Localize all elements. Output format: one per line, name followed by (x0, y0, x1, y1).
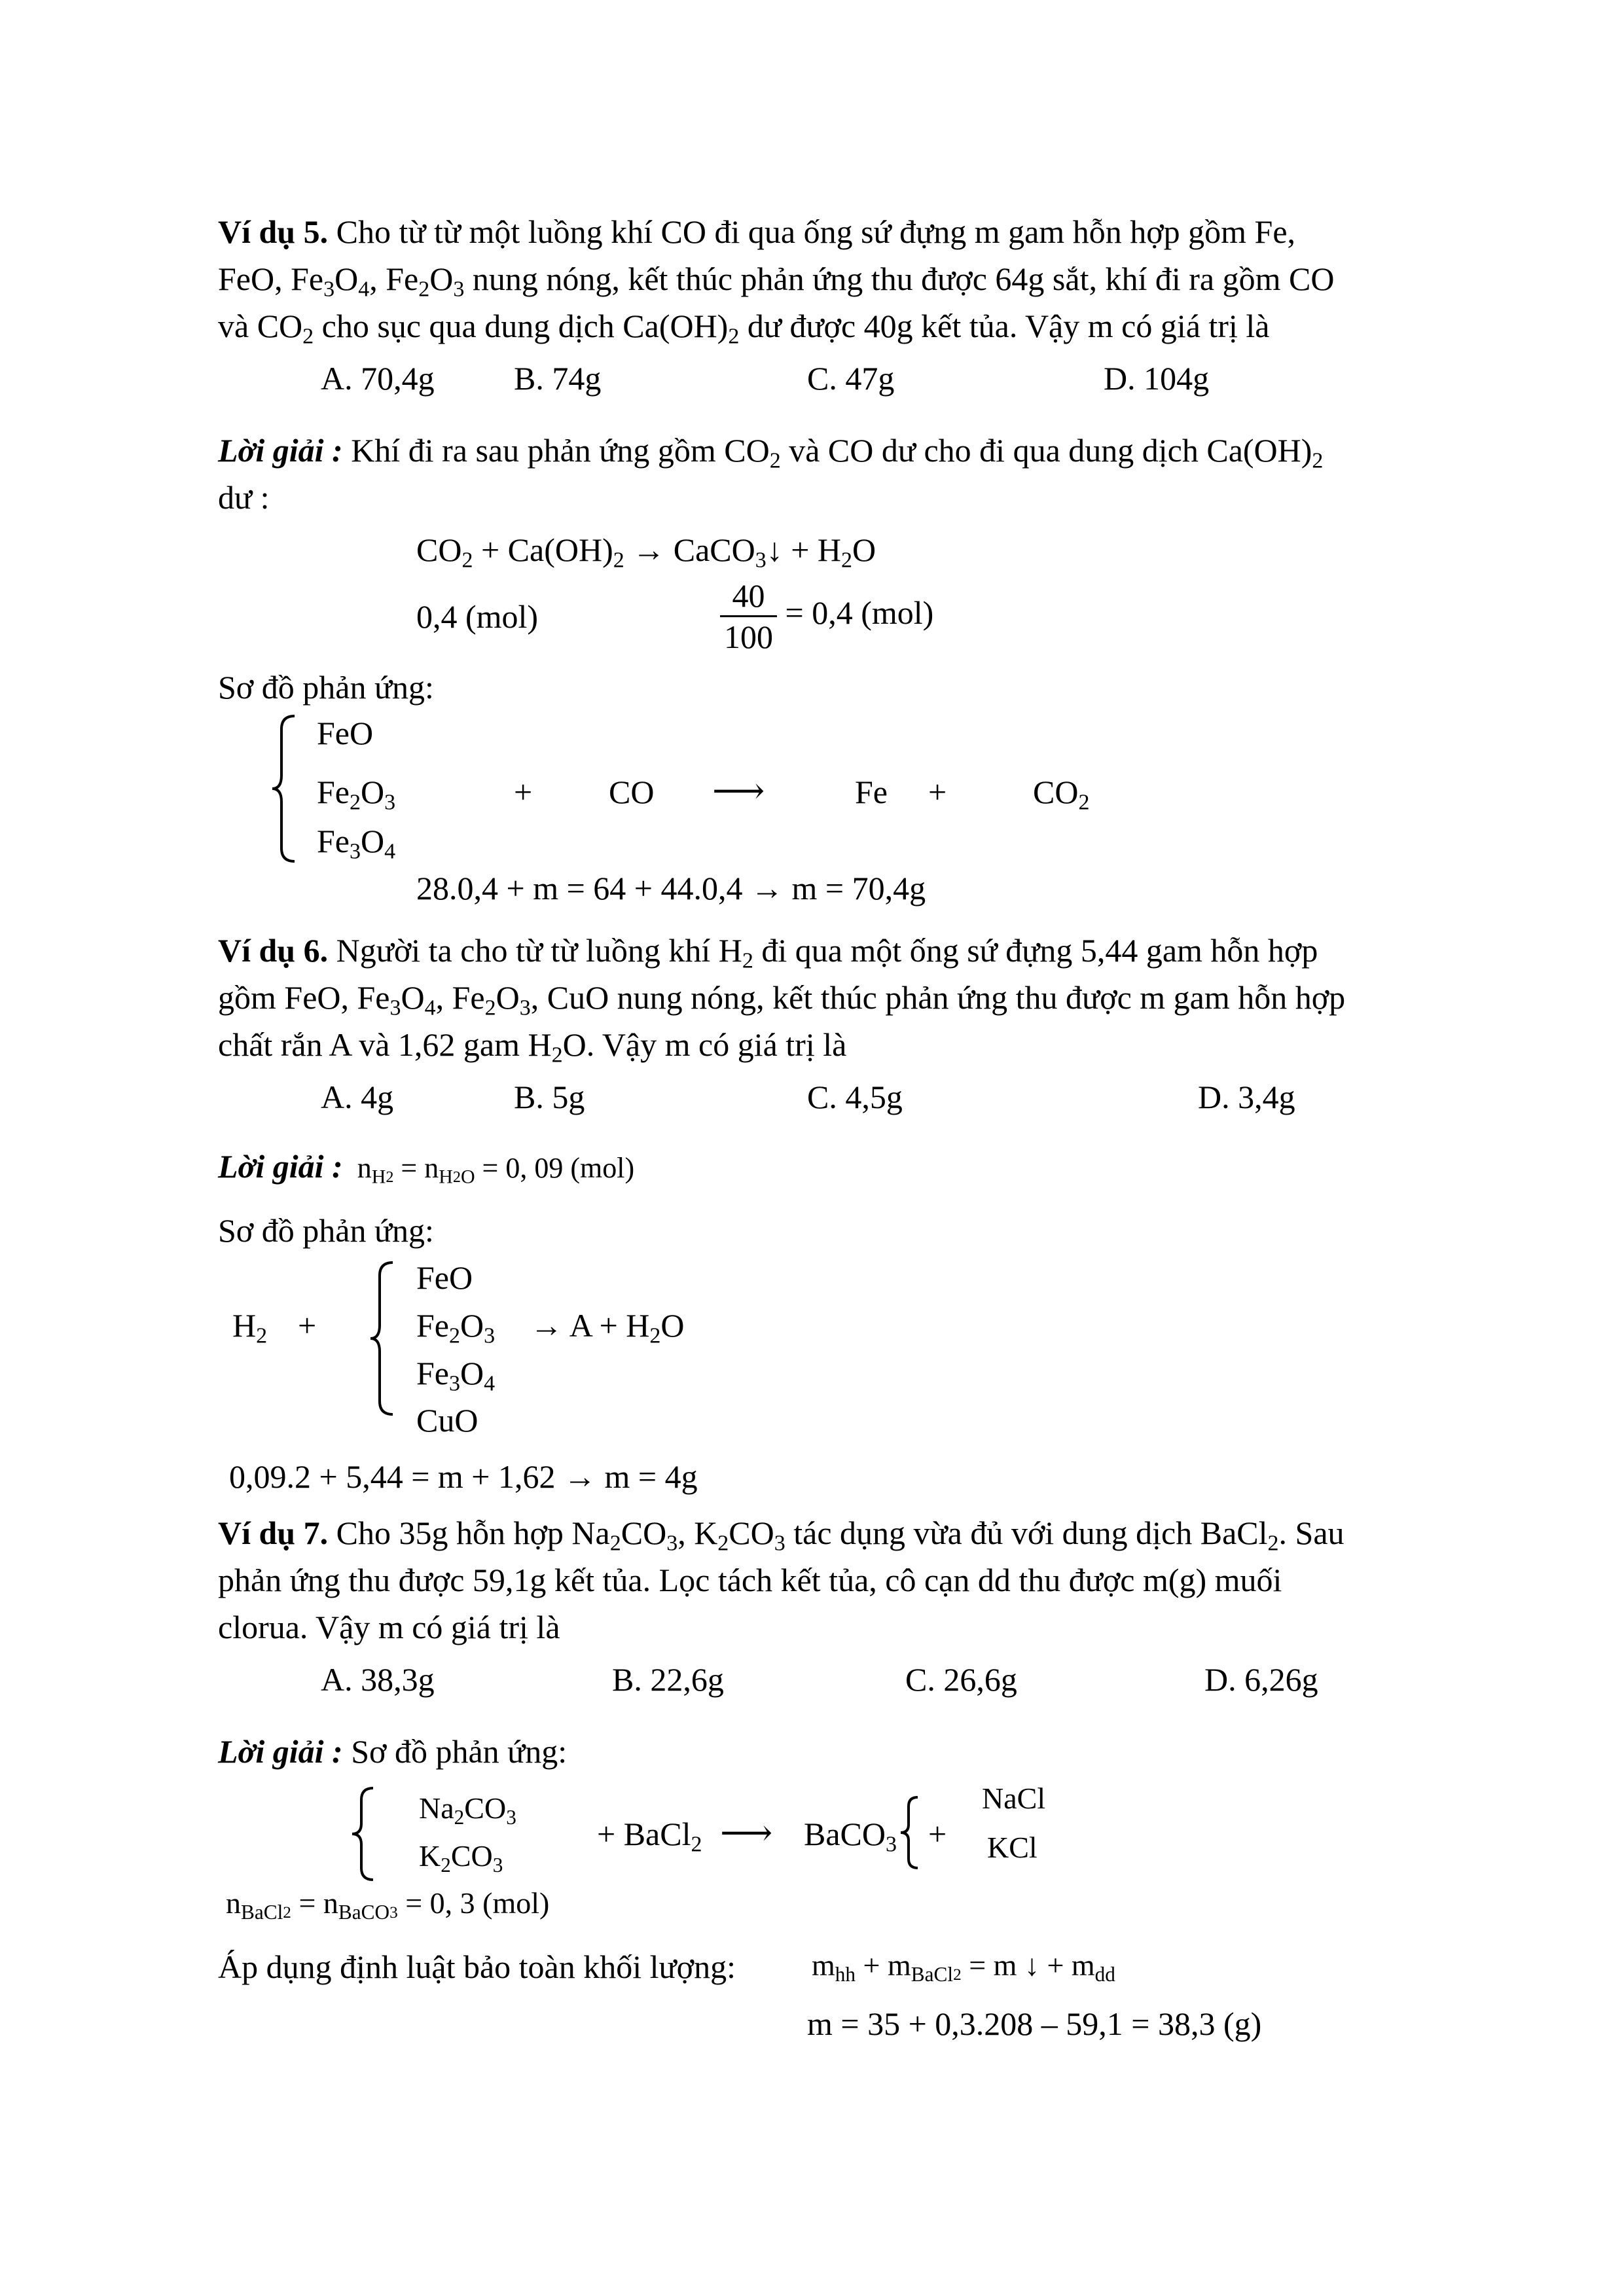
ex7-title: Ví dụ 7. (218, 1515, 329, 1551)
ex7-option-d: D. 6,26g (1204, 1661, 1318, 1698)
ex7-scheme-plus: + (928, 1816, 947, 1852)
ex5-title: Ví dụ 5. (218, 213, 329, 250)
ex5-solution-label: Lời giải : (218, 432, 343, 469)
ex5-scheme-plus-2: + (928, 774, 947, 810)
ex6-scheme-fe3o4: $Fe_3O_4$ (416, 1355, 496, 1396)
ex6-calculation: 0,09.2 + 5,44 = m + 1,62 → m = 4g (229, 1458, 698, 1495)
ex7-scheme-nacl: NaCl (982, 1782, 1046, 1815)
ex5-scheme-fe3o4: $Fe_3O_4$ (317, 823, 396, 864)
ex7-mol-relation: $n_{BaCl2} = n_{BaCO3} = 0$, 3 (mol) (226, 1886, 550, 1924)
ex7-solution-label: Lời giải : (218, 1733, 343, 1770)
ex7-left-brace (347, 1785, 386, 1884)
ex7-scheme-k2co3: $K_2CO_3$ (419, 1839, 503, 1876)
ex7-option-c: C. 26,6g (905, 1661, 1017, 1698)
ex6-line-3: chất rắn A và 1,62 gam $H_2O$. Vậy m có giá trị là (218, 1026, 847, 1067)
ex5-option-d: D. 104g (1104, 360, 1210, 397)
ex6-solution-label: Lời giải : (218, 1148, 343, 1185)
ex5-left-brace (268, 713, 308, 864)
ex7-solution-line: Lời giải : Sơ đồ phản ứng: (218, 1733, 568, 1770)
ex7-scheme-kcl: KCl (987, 1831, 1038, 1864)
ex6-option-a: A. 4g (321, 1079, 394, 1115)
ex7-line-3: clorua. Vậy m có giá trị là (218, 1609, 560, 1645)
ex7-law-text: Áp dụng định luật bảo toàn khối lượng: (218, 1948, 736, 1985)
ex7-final-calculation: m = 35 + 0,3.208 – 59,1 = 38,3 (g) (807, 2005, 1262, 2042)
ex5-scheme-arrow: ⟶ (712, 771, 765, 812)
ex7-line-1: Ví dụ 7. Cho 35g hỗn hợp $Na_2CO_3$, $K_2CO_3$ tác dụng vừa đủ với dung dịch BaCl$_2$. Sau (218, 1515, 1344, 1556)
ex5-scheme-plus-1: + (514, 774, 533, 810)
ex7-scheme-baco3: BaCO$_3$ (804, 1816, 897, 1857)
ex5-option-a: A. 70,4g (321, 360, 435, 397)
ex5-line-1: Ví dụ 5. Cho từ từ một luồng khí CO đi qua ống sứ đựng m gam hỗn hợp gồm Fe, (218, 213, 1296, 250)
ex7-right-brace (897, 1795, 923, 1873)
ex6-line-2: gồm FeO, $Fe_3O_4$, $Fe_2O_3$, CuO nung nóng, kết thúc phản ứng thu được m gam hỗn hợp (218, 979, 1346, 1020)
ex6-title: Ví dụ 6. (218, 932, 329, 969)
ex7-option-b: B. 22,6g (612, 1661, 724, 1698)
ex5-scheme-feo: FeO (317, 715, 374, 751)
ex5-option-c: C. 47g (807, 360, 895, 397)
ex5-scheme-co: CO (609, 774, 655, 810)
ex6-scheme-h2: $H_2$ (232, 1307, 268, 1348)
ex6-scheme-products: → $A + H_2O$ (530, 1307, 685, 1348)
ex7-scheme-arrow: ⟶ (720, 1813, 773, 1854)
ex6-option-c: C. 4,5g (807, 1079, 903, 1115)
ex5-scheme-co2: $CO_2$ (1033, 774, 1090, 815)
ex6-solution-line: Lời giải : $n_{H2} = n_{H2O} = 0$, 09 (mol) (218, 1148, 635, 1188)
ex5-calculation: 28.0,4 + m = 64 + 44.0,4 → m = 70,4g (416, 870, 926, 906)
ex7-scheme-bacl2: + BaCl$_2$ (597, 1816, 702, 1857)
ex5-mol-right: $\frac{40}{100}$ = 0,4 (mol) (720, 576, 933, 656)
ex7-law-formula: $m_{hh} + m_{BaCl2} = m$ ↓ + $m_{dd}$ (812, 1948, 1115, 1986)
ex5-scheme-label: Sơ đồ phản ứng: (218, 669, 434, 706)
ex6-left-brace (367, 1260, 406, 1417)
ex6-line-1: Ví dụ 6. Người ta cho từ từ luồng khí $H_2$ đi qua một ống sứ đựng 5,44 gam hỗn hợp (218, 932, 1318, 973)
ex5-solution-line-2: dư : (218, 479, 270, 516)
ex5-equation: $CO_2 + Ca(OH)_2$ → CaCO$_3$↓ + $H_2O$ (416, 531, 876, 573)
ex5-line-2: FeO, $Fe_3O_4$, $Fe_2O_3$ nung nóng, kết thúc phản ứng thu được 64g sắt, khí đi ra gồm CO (218, 260, 1335, 302)
ex7-line-2: phản ứng thu được 59,1g kết tủa. Lọc tách kết tủa, cô cạn dd thu được m(g) muối (218, 1562, 1282, 1598)
ex6-option-d: D. 3,4g (1198, 1079, 1295, 1115)
ex7-option-a: A. 38,3g (321, 1661, 435, 1698)
ex5-line-3: và $CO_2$ cho sục qua dung dịch $Ca(OH)_2$ dư được 40g kết tủa. Vậy m có giá trị là (218, 308, 1270, 349)
ex5-option-b: B. 74g (514, 360, 602, 397)
ex5-fraction: $\frac{40}{100}$ (720, 576, 777, 656)
ex5-scheme-fe: Fe (855, 774, 888, 810)
ex7-scheme-na2co3: $Na_2CO_3$ (419, 1791, 516, 1829)
ex5-scheme-fe2o3: $Fe_2O_3$ (317, 774, 396, 815)
ex6-scheme-plus: + (298, 1307, 317, 1344)
ex6-scheme-label: Sơ đồ phản ứng: (218, 1212, 434, 1249)
ex6-scheme-fe2o3: $Fe_2O_3$ (416, 1307, 496, 1348)
ex5-solution-line-1: Lời giải : Khí đi ra sau phản ứng gồm $CO_2$ và CO dư cho đi qua dung dịch $Ca(OH)_2$ (218, 432, 1324, 473)
ex6-scheme-feo: FeO (416, 1259, 473, 1296)
ex6-scheme-cuo: CuO (416, 1402, 478, 1439)
ex6-option-b: B. 5g (514, 1079, 585, 1115)
ex5-mol-left: 0,4 (mol) (416, 598, 539, 635)
